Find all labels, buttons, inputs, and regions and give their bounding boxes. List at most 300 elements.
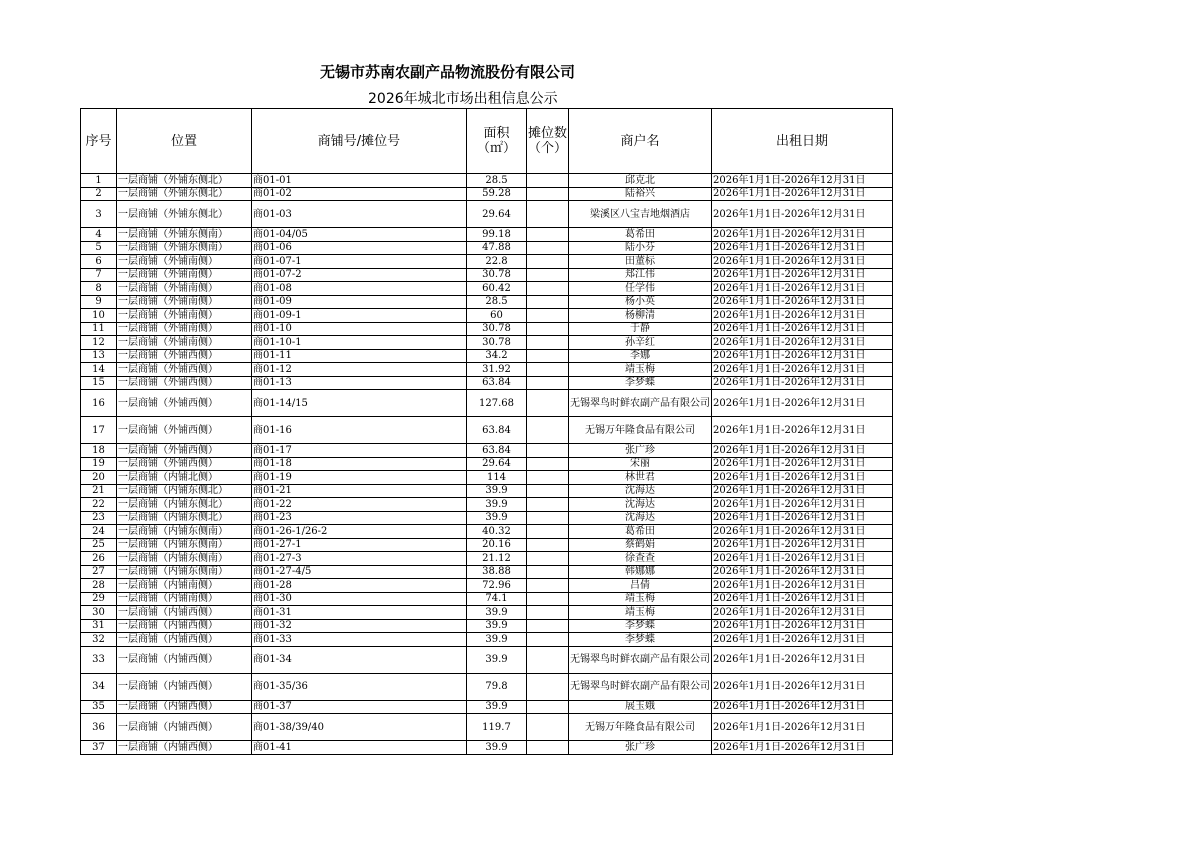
cell-location: 一层商铺（外铺南侧） [117, 282, 252, 296]
document-title: 无锡市苏南农副产品物流股份有限公司 [320, 63, 576, 81]
cell-area: 39.9 [467, 498, 527, 512]
cell-location: 一层商铺（内铺西侧） [117, 619, 252, 633]
cell-area: 74.1 [467, 592, 527, 606]
cell-location: 一层商铺（外铺西侧） [117, 457, 252, 471]
cell-location: 一层商铺（外铺南侧） [117, 309, 252, 323]
cell-shop: 商01-27-3 [252, 552, 467, 566]
cell-shop: 商01-32 [252, 619, 467, 633]
table-row [81, 714, 893, 741]
cell-tenant: 靖玉梅 [569, 606, 712, 620]
table-row [81, 538, 893, 552]
table-row [81, 633, 893, 647]
cell-count [527, 633, 569, 647]
cell-no: 36 [81, 714, 117, 741]
cell-period: 2026年1月1日-2026年12月31日 [712, 201, 893, 228]
cell-period: 2026年1月1日-2026年12月31日 [712, 268, 893, 282]
cell-count [527, 390, 569, 417]
table-row [81, 457, 893, 471]
cell-area: 72.96 [467, 579, 527, 593]
cell-period: 2026年1月1日-2026年12月31日 [712, 592, 893, 606]
cell-no: 10 [81, 309, 117, 323]
cell-period: 2026年1月1日-2026年12月31日 [712, 538, 893, 552]
cell-no: 13 [81, 349, 117, 363]
cell-count [527, 228, 569, 242]
cell-location: 一层商铺（内铺南侧） [117, 579, 252, 593]
cell-period: 2026年1月1日-2026年12月31日 [712, 255, 893, 269]
cell-period: 2026年1月1日-2026年12月31日 [712, 228, 893, 242]
cell-tenant: 韩娜娜 [569, 565, 712, 579]
cell-location: 一层商铺（外铺西侧） [117, 363, 252, 377]
cell-area: 39.9 [467, 511, 527, 525]
table-row [81, 309, 893, 323]
cell-area: 79.8 [467, 673, 527, 700]
cell-location: 一层商铺（外铺东侧北） [117, 187, 252, 201]
cell-tenant: 任学伟 [569, 282, 712, 296]
cell-location: 一层商铺（外铺西侧） [117, 376, 252, 390]
cell-shop: 商01-34 [252, 646, 467, 673]
cell-count [527, 376, 569, 390]
cell-period: 2026年1月1日-2026年12月31日 [712, 484, 893, 498]
cell-tenant: 林世君 [569, 471, 712, 485]
cell-tenant: 沈海达 [569, 498, 712, 512]
cell-shop: 商01-22 [252, 498, 467, 512]
cell-no: 34 [81, 673, 117, 700]
cell-area: 119.7 [467, 714, 527, 741]
cell-area: 114 [467, 471, 527, 485]
table-row [81, 525, 893, 539]
cell-area: 28.5 [467, 295, 527, 309]
cell-area: 28.5 [467, 174, 527, 188]
table-row [81, 417, 893, 444]
cell-count [527, 241, 569, 255]
cell-no: 5 [81, 241, 117, 255]
table-row [81, 444, 893, 458]
cell-shop: 商01-10 [252, 322, 467, 336]
cell-tenant: 蔡鹤娟 [569, 538, 712, 552]
cell-shop: 商01-11 [252, 349, 467, 363]
header-area: 面积（㎡） [467, 109, 527, 174]
cell-location: 一层商铺（内铺西侧） [117, 714, 252, 741]
cell-shop: 商01-04/05 [252, 228, 467, 242]
cell-location: 一层商铺（外铺南侧） [117, 255, 252, 269]
cell-tenant: 靖玉梅 [569, 592, 712, 606]
cell-no: 20 [81, 471, 117, 485]
cell-shop: 商01-38/39/40 [252, 714, 467, 741]
cell-tenant: 郑江伟 [569, 268, 712, 282]
cell-period: 2026年1月1日-2026年12月31日 [712, 187, 893, 201]
cell-tenant: 李娜 [569, 349, 712, 363]
cell-shop: 商01-08 [252, 282, 467, 296]
cell-area: 38.88 [467, 565, 527, 579]
cell-location: 一层商铺（内铺西侧） [117, 606, 252, 620]
table-row [81, 282, 893, 296]
cell-shop: 商01-23 [252, 511, 467, 525]
cell-location: 一层商铺（外铺南侧） [117, 322, 252, 336]
table-row [81, 471, 893, 485]
cell-count [527, 363, 569, 377]
cell-tenant: 靖玉梅 [569, 363, 712, 377]
cell-no: 26 [81, 552, 117, 566]
cell-tenant: 孙辛红 [569, 336, 712, 350]
table-row [81, 700, 893, 714]
table-row [81, 336, 893, 350]
cell-count [527, 268, 569, 282]
cell-shop: 商01-26-1/26-2 [252, 525, 467, 539]
cell-location: 一层商铺（内铺西侧） [117, 673, 252, 700]
cell-tenant: 李梦蝶 [569, 619, 712, 633]
cell-no: 23 [81, 511, 117, 525]
cell-count [527, 336, 569, 350]
cell-count [527, 552, 569, 566]
cell-period: 2026年1月1日-2026年12月31日 [712, 309, 893, 323]
cell-no: 2 [81, 187, 117, 201]
cell-period: 2026年1月1日-2026年12月31日 [712, 376, 893, 390]
cell-no: 24 [81, 525, 117, 539]
cell-area: 29.64 [467, 457, 527, 471]
cell-shop: 商01-16 [252, 417, 467, 444]
header-count: 摊位数（个） [527, 109, 569, 174]
cell-count [527, 592, 569, 606]
cell-area: 99.18 [467, 228, 527, 242]
cell-count [527, 255, 569, 269]
cell-area: 22.8 [467, 255, 527, 269]
cell-shop: 商01-06 [252, 241, 467, 255]
cell-tenant: 杨小英 [569, 295, 712, 309]
cell-no: 15 [81, 376, 117, 390]
cell-count [527, 444, 569, 458]
cell-count [527, 646, 569, 673]
cell-location: 一层商铺（外铺南侧） [117, 295, 252, 309]
table-row [81, 579, 893, 593]
table-row [81, 390, 893, 417]
cell-count [527, 484, 569, 498]
cell-no: 27 [81, 565, 117, 579]
cell-no: 33 [81, 646, 117, 673]
cell-shop: 商01-09-1 [252, 309, 467, 323]
cell-location: 一层商铺（内铺东侧北） [117, 484, 252, 498]
cell-tenant: 徐查查 [569, 552, 712, 566]
cell-period: 2026年1月1日-2026年12月31日 [712, 349, 893, 363]
cell-count [527, 282, 569, 296]
cell-location: 一层商铺（内铺东侧南） [117, 525, 252, 539]
cell-no: 3 [81, 201, 117, 228]
cell-location: 一层商铺（外铺东侧南） [117, 228, 252, 242]
cell-area: 34.2 [467, 349, 527, 363]
cell-shop: 商01-02 [252, 187, 467, 201]
cell-period: 2026年1月1日-2026年12月31日 [712, 633, 893, 647]
cell-period: 2026年1月1日-2026年12月31日 [712, 471, 893, 485]
cell-period: 2026年1月1日-2026年12月31日 [712, 417, 893, 444]
cell-area: 39.9 [467, 484, 527, 498]
cell-no: 12 [81, 336, 117, 350]
table-row [81, 511, 893, 525]
cell-tenant: 宋丽 [569, 457, 712, 471]
cell-location: 一层商铺（外铺西侧） [117, 390, 252, 417]
cell-area: 39.9 [467, 619, 527, 633]
cell-shop: 商01-03 [252, 201, 467, 228]
cell-location: 一层商铺（外铺南侧） [117, 268, 252, 282]
cell-period: 2026年1月1日-2026年12月31日 [712, 552, 893, 566]
cell-shop: 商01-10-1 [252, 336, 467, 350]
cell-count [527, 322, 569, 336]
cell-tenant: 陆小芬 [569, 241, 712, 255]
cell-location: 一层商铺（外铺西侧） [117, 417, 252, 444]
cell-area: 21.12 [467, 552, 527, 566]
header-location: 位置 [117, 109, 252, 174]
cell-count [527, 565, 569, 579]
document-subtitle: 2026年城北市场出租信息公示 [368, 91, 558, 107]
cell-location: 一层商铺（外铺西侧） [117, 444, 252, 458]
cell-no: 9 [81, 295, 117, 309]
cell-shop: 商01-37 [252, 700, 467, 714]
cell-period: 2026年1月1日-2026年12月31日 [712, 174, 893, 188]
cell-period: 2026年1月1日-2026年12月31日 [712, 565, 893, 579]
cell-shop: 商01-21 [252, 484, 467, 498]
table-row [81, 741, 893, 755]
cell-tenant: 于静 [569, 322, 712, 336]
table-row [81, 484, 893, 498]
cell-period: 2026年1月1日-2026年12月31日 [712, 363, 893, 377]
table-row [81, 363, 893, 377]
cell-location: 一层商铺（内铺南侧） [117, 592, 252, 606]
cell-tenant: 无锡翠鸟时鲜农副产品有限公司 [569, 390, 712, 417]
cell-tenant: 张广珍 [569, 444, 712, 458]
cell-count [527, 349, 569, 363]
cell-no: 19 [81, 457, 117, 471]
cell-count [527, 525, 569, 539]
cell-period: 2026年1月1日-2026年12月31日 [712, 336, 893, 350]
cell-period: 2026年1月1日-2026年12月31日 [712, 646, 893, 673]
cell-shop: 商01-27-1 [252, 538, 467, 552]
cell-no: 17 [81, 417, 117, 444]
cell-area: 63.84 [467, 444, 527, 458]
cell-no: 8 [81, 282, 117, 296]
cell-area: 29.64 [467, 201, 527, 228]
cell-area: 40.32 [467, 525, 527, 539]
table-row [81, 201, 893, 228]
table-row [81, 673, 893, 700]
cell-location: 一层商铺（外铺西侧） [117, 349, 252, 363]
cell-no: 4 [81, 228, 117, 242]
cell-shop: 商01-31 [252, 606, 467, 620]
cell-location: 一层商铺（内铺东侧北） [117, 511, 252, 525]
cell-area: 63.84 [467, 376, 527, 390]
cell-tenant: 沈海达 [569, 484, 712, 498]
cell-no: 31 [81, 619, 117, 633]
cell-shop: 商01-01 [252, 174, 467, 188]
cell-count [527, 471, 569, 485]
cell-count [527, 201, 569, 228]
table-row [81, 376, 893, 390]
cell-shop: 商01-07-1 [252, 255, 467, 269]
cell-no: 18 [81, 444, 117, 458]
table-row [81, 295, 893, 309]
cell-count [527, 579, 569, 593]
table-row [81, 241, 893, 255]
table-row [81, 565, 893, 579]
cell-period: 2026年1月1日-2026年12月31日 [712, 741, 893, 755]
cell-no: 30 [81, 606, 117, 620]
cell-no: 21 [81, 484, 117, 498]
cell-location: 一层商铺（外铺南侧） [117, 336, 252, 350]
table-row [81, 228, 893, 242]
cell-area: 39.9 [467, 700, 527, 714]
cell-location: 一层商铺（内铺东侧南） [117, 538, 252, 552]
table-row [81, 619, 893, 633]
cell-count [527, 673, 569, 700]
rental-table [80, 108, 893, 755]
cell-no: 22 [81, 498, 117, 512]
table-row [81, 255, 893, 269]
cell-period: 2026年1月1日-2026年12月31日 [712, 282, 893, 296]
header-no: 序号 [81, 109, 117, 174]
cell-tenant: 葛希田 [569, 525, 712, 539]
cell-count [527, 174, 569, 188]
cell-no: 32 [81, 633, 117, 647]
cell-tenant: 无锡万年隆食品有限公司 [569, 417, 712, 444]
cell-shop: 商01-14/15 [252, 390, 467, 417]
table-row [81, 174, 893, 188]
cell-no: 28 [81, 579, 117, 593]
cell-area: 127.68 [467, 390, 527, 417]
header-row [81, 109, 893, 174]
cell-period: 2026年1月1日-2026年12月31日 [712, 673, 893, 700]
cell-tenant: 田董标 [569, 255, 712, 269]
cell-tenant: 杨柳清 [569, 309, 712, 323]
cell-shop: 商01-17 [252, 444, 467, 458]
cell-location: 一层商铺（内铺东侧北） [117, 498, 252, 512]
cell-count [527, 417, 569, 444]
cell-shop: 商01-13 [252, 376, 467, 390]
cell-area: 47.88 [467, 241, 527, 255]
cell-period: 2026年1月1日-2026年12月31日 [712, 579, 893, 593]
cell-area: 60 [467, 309, 527, 323]
table-row [81, 268, 893, 282]
cell-count [527, 457, 569, 471]
table-row [81, 187, 893, 201]
cell-no: 6 [81, 255, 117, 269]
cell-period: 2026年1月1日-2026年12月31日 [712, 498, 893, 512]
cell-location: 一层商铺（外铺东侧北） [117, 201, 252, 228]
cell-count [527, 619, 569, 633]
cell-no: 14 [81, 363, 117, 377]
table-row [81, 592, 893, 606]
cell-no: 11 [81, 322, 117, 336]
cell-period: 2026年1月1日-2026年12月31日 [712, 444, 893, 458]
cell-count [527, 187, 569, 201]
cell-count [527, 498, 569, 512]
header-period: 出租日期 [712, 109, 893, 174]
cell-period: 2026年1月1日-2026年12月31日 [712, 700, 893, 714]
cell-no: 29 [81, 592, 117, 606]
cell-shop: 商01-09 [252, 295, 467, 309]
cell-shop: 商01-41 [252, 741, 467, 755]
cell-shop: 商01-30 [252, 592, 467, 606]
cell-shop: 商01-12 [252, 363, 467, 377]
cell-area: 31.92 [467, 363, 527, 377]
cell-tenant: 梁溪区八宝吉地烟酒店 [569, 201, 712, 228]
cell-period: 2026年1月1日-2026年12月31日 [712, 457, 893, 471]
cell-period: 2026年1月1日-2026年12月31日 [712, 241, 893, 255]
cell-area: 39.9 [467, 741, 527, 755]
table-body [81, 174, 893, 755]
cell-location: 一层商铺（内铺北侧） [117, 471, 252, 485]
cell-shop: 商01-18 [252, 457, 467, 471]
cell-tenant: 陆裕兴 [569, 187, 712, 201]
cell-no: 37 [81, 741, 117, 755]
table-row [81, 349, 893, 363]
cell-tenant: 无锡万年隆食品有限公司 [569, 714, 712, 741]
cell-location: 一层商铺（内铺西侧） [117, 633, 252, 647]
cell-shop: 商01-19 [252, 471, 467, 485]
cell-area: 30.78 [467, 336, 527, 350]
cell-no: 35 [81, 700, 117, 714]
table-row [81, 606, 893, 620]
cell-period: 2026年1月1日-2026年12月31日 [712, 322, 893, 336]
cell-tenant: 邱克北 [569, 174, 712, 188]
cell-area: 60.42 [467, 282, 527, 296]
cell-shop: 商01-07-2 [252, 268, 467, 282]
cell-tenant: 沈海达 [569, 511, 712, 525]
cell-count [527, 538, 569, 552]
cell-location: 一层商铺（内铺西侧） [117, 741, 252, 755]
table-row [81, 646, 893, 673]
cell-count [527, 741, 569, 755]
cell-tenant: 李梦蝶 [569, 376, 712, 390]
cell-area: 39.9 [467, 633, 527, 647]
cell-tenant: 葛希田 [569, 228, 712, 242]
cell-location: 一层商铺（内铺东侧南） [117, 552, 252, 566]
cell-period: 2026年1月1日-2026年12月31日 [712, 511, 893, 525]
cell-no: 1 [81, 174, 117, 188]
cell-area: 39.9 [467, 646, 527, 673]
cell-area: 30.78 [467, 322, 527, 336]
cell-area: 63.84 [467, 417, 527, 444]
cell-shop: 商01-35/36 [252, 673, 467, 700]
cell-count [527, 700, 569, 714]
cell-location: 一层商铺（外铺东侧南） [117, 241, 252, 255]
cell-area: 30.78 [467, 268, 527, 282]
cell-no: 7 [81, 268, 117, 282]
cell-area: 59.28 [467, 187, 527, 201]
cell-period: 2026年1月1日-2026年12月31日 [712, 619, 893, 633]
cell-shop: 商01-28 [252, 579, 467, 593]
table-row [81, 322, 893, 336]
table-row [81, 498, 893, 512]
cell-tenant: 吕倩 [569, 579, 712, 593]
cell-area: 20.16 [467, 538, 527, 552]
cell-period: 2026年1月1日-2026年12月31日 [712, 525, 893, 539]
cell-count [527, 714, 569, 741]
cell-shop: 商01-27-4/5 [252, 565, 467, 579]
cell-tenant: 李梦蝶 [569, 633, 712, 647]
cell-tenant: 张广珍 [569, 741, 712, 755]
cell-period: 2026年1月1日-2026年12月31日 [712, 606, 893, 620]
cell-period: 2026年1月1日-2026年12月31日 [712, 295, 893, 309]
table-row [81, 552, 893, 566]
cell-count [527, 511, 569, 525]
cell-tenant: 展玉娥 [569, 700, 712, 714]
cell-tenant: 无锡翠鸟时鲜农副产品有限公司 [569, 646, 712, 673]
cell-area: 39.9 [467, 606, 527, 620]
header-tenant: 商户名 [569, 109, 712, 174]
cell-no: 25 [81, 538, 117, 552]
cell-no: 16 [81, 390, 117, 417]
cell-count [527, 295, 569, 309]
cell-period: 2026年1月1日-2026年12月31日 [712, 390, 893, 417]
cell-period: 2026年1月1日-2026年12月31日 [712, 714, 893, 741]
cell-location: 一层商铺（内铺西侧） [117, 700, 252, 714]
